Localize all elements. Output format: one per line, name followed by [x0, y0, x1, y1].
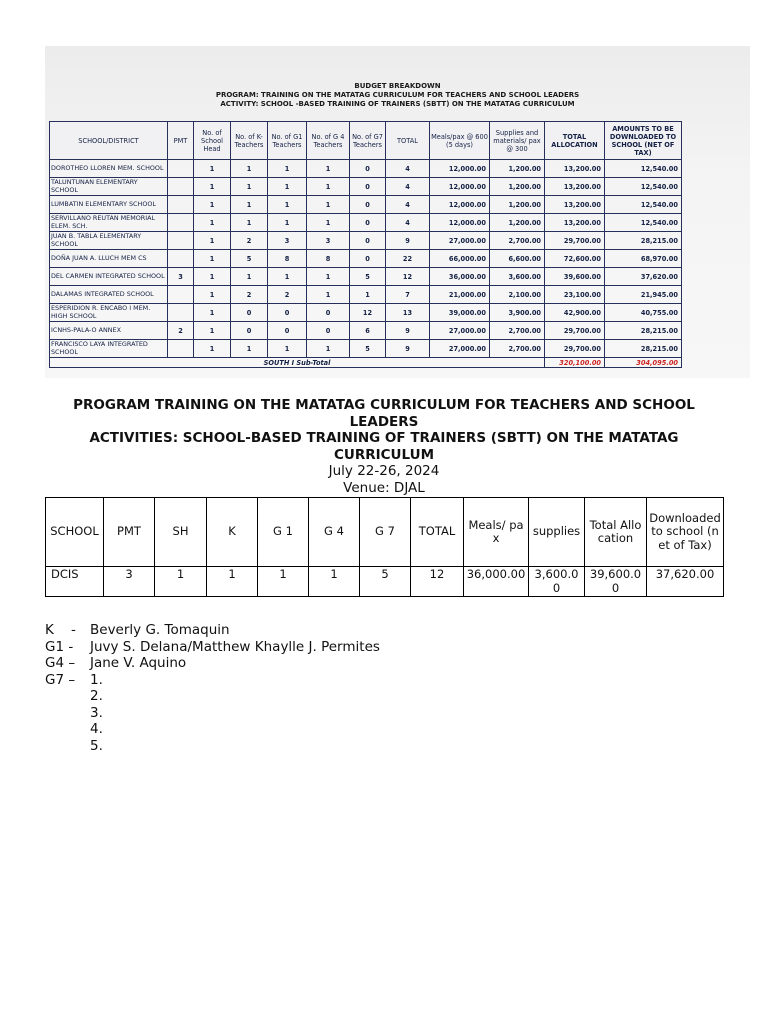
scan-cell: 1 — [268, 214, 307, 232]
header-pmt: PMT — [104, 498, 155, 567]
assignment-value: Jane V. Aquino — [90, 655, 187, 671]
scan-cell: 4 — [386, 178, 430, 196]
scan-cell: 1 — [268, 178, 307, 196]
assignment-label: G1 - — [45, 638, 74, 655]
scan-cell: 27,000.00 — [430, 322, 490, 340]
scan-cell: 12,540.00 — [605, 214, 682, 232]
scan-table-row — [50, 250, 682, 268]
scan-header-cell: No. of G 4 Teachers — [307, 122, 350, 160]
cell-school: DCIS — [46, 567, 104, 597]
scan-cell: 6,600.00 — [490, 250, 545, 268]
scan-cell: TALUNTUNAN ELEMENTARY SCHOOL — [50, 178, 168, 196]
scan-cell: 8 — [268, 250, 307, 268]
scan-header-row — [50, 122, 682, 160]
scan-cell: 1 — [307, 340, 350, 358]
scan-cell: 0 — [231, 322, 268, 340]
scan-cell: 37,620.00 — [605, 268, 682, 286]
scan-cell: DOÑA JUAN A. LLUCH MEM CS — [50, 250, 168, 268]
scan-cell: 72,600.00 — [545, 250, 605, 268]
scan-header-cell: Meals/pax @ 600 (5 days) — [430, 122, 490, 160]
scan-cell: 39,000.00 — [430, 304, 490, 322]
cell-sh: 1 — [155, 567, 207, 597]
header-k: K — [207, 498, 258, 567]
scan-cell: 1 — [231, 214, 268, 232]
dcis-allocation-table — [45, 497, 724, 597]
cell-g7: 5 — [360, 567, 411, 597]
scan-cell — [168, 304, 194, 322]
scan-cell: 2 — [231, 232, 268, 250]
document-heading — [45, 397, 723, 496]
scan-cell: 1 — [194, 214, 231, 232]
scan-cell: 29,700.00 — [545, 232, 605, 250]
scan-cell: 12,540.00 — [605, 160, 682, 178]
cell-pmt: 3 — [104, 567, 155, 597]
scan-activity: ACTIVITY: SCHOOL -BASED TRAINING OF TRAINERS (SBTT) ON THE MATATAG CURRICULUM — [220, 100, 575, 108]
scan-cell: DEL CARMEN INTEGRATED SCHOOL — [50, 268, 168, 286]
scan-cell: 40,755.00 — [605, 304, 682, 322]
assignment-row — [45, 672, 380, 689]
scan-cell: 1 — [307, 196, 350, 214]
scan-cell: 1,200.00 — [490, 160, 545, 178]
assignment-row — [45, 655, 380, 672]
scan-cell: 9 — [386, 340, 430, 358]
scan-cell: 3,900.00 — [490, 304, 545, 322]
scan-cell: 2 — [231, 286, 268, 304]
cell-downloaded: 37,620.00 — [647, 567, 724, 597]
scan-cell: 12 — [386, 268, 430, 286]
scan-cell: 3 — [168, 268, 194, 286]
scan-cell: 12,000.00 — [430, 160, 490, 178]
scan-cell: 1 — [231, 268, 268, 286]
assignment-label — [45, 721, 90, 738]
scan-header-cell: No. of School Head — [194, 122, 231, 160]
scan-cell: 2 — [168, 322, 194, 340]
scan-cell: 21,945.00 — [605, 286, 682, 304]
scan-cell: 1 — [194, 232, 231, 250]
scan-cell: 8 — [307, 250, 350, 268]
scan-cell: 21,000.00 — [430, 286, 490, 304]
scan-header-cell: SCHOOL/DISTRICT — [50, 122, 168, 160]
scan-program: PROGRAM: TRAINING ON THE MATATAG CURRICULUM FOR TEACHERS AND SCHOOL LEADERS — [215, 91, 580, 99]
scan-cell: 29,700.00 — [545, 322, 605, 340]
scan-cell: ICNHS-PALA-O ANNEX — [50, 322, 168, 340]
scan-cell: 1 — [268, 160, 307, 178]
scan-cell: 5 — [350, 268, 386, 286]
scan-cell: 27,000.00 — [430, 340, 490, 358]
scan-cell: 1 — [231, 160, 268, 178]
scan-header-cell: No. of G1 Teachers — [268, 122, 307, 160]
scan-cell: 1 — [268, 340, 307, 358]
scan-cell: 12,540.00 — [605, 196, 682, 214]
date-line: July 22-26, 2024 — [328, 463, 440, 479]
scan-header-cell: No. of K-Teachers — [231, 122, 268, 160]
scan-cell: 22 — [386, 250, 430, 268]
assignment-label: G7 – — [45, 671, 76, 688]
scan-table-row — [50, 160, 682, 178]
scan-cell: 13,200.00 — [545, 178, 605, 196]
scan-cell: SERVILLANO REUTAN MEMORIAL ELEM. SCH. — [50, 214, 168, 232]
assignment-row — [45, 705, 380, 722]
scan-cell: 1 — [194, 322, 231, 340]
scan-cell: 23,100.00 — [545, 286, 605, 304]
assignment-row — [45, 688, 380, 705]
scan-table-row — [50, 268, 682, 286]
scan-subtotal-row — [50, 358, 682, 368]
scan-cell: 13,200.00 — [545, 214, 605, 232]
assignment-row — [45, 639, 380, 656]
assignment-label — [45, 738, 90, 755]
scan-cell: 12 — [350, 304, 386, 322]
header-g1: G 1 — [258, 498, 309, 567]
scan-cell: 12,000.00 — [430, 214, 490, 232]
scan-cell: 13 — [386, 304, 430, 322]
assignment-row — [45, 738, 380, 755]
cell-k: 1 — [207, 567, 258, 597]
header-g7: G 7 — [360, 498, 411, 567]
scan-cell: DALAMAS INTEGRATED SCHOOL — [50, 286, 168, 304]
scan-cell: JUAN B. TABLA ELEMENTARY SCHOOL — [50, 232, 168, 250]
scan-cell: LUMBATIN ELEMENTARY SCHOOL — [50, 196, 168, 214]
scan-cell — [168, 250, 194, 268]
scan-cell: 2,100.00 — [490, 286, 545, 304]
scan-subtotal-allocation: 320,100.00 — [545, 358, 605, 368]
header-supplies: supplies — [529, 498, 585, 567]
scan-cell: 7 — [386, 286, 430, 304]
scan-table-body — [50, 160, 682, 358]
scan-cell: 5 — [350, 340, 386, 358]
scan-header-cell: TOTAL — [386, 122, 430, 160]
table-row — [46, 567, 724, 597]
scan-cell: 0 — [350, 214, 386, 232]
scan-cell: 13,200.00 — [545, 160, 605, 178]
scan-table-row — [50, 322, 682, 340]
scan-cell: 9 — [386, 322, 430, 340]
scan-cell: 1 — [268, 196, 307, 214]
scan-cell: 42,900.00 — [545, 304, 605, 322]
scan-cell — [168, 214, 194, 232]
scan-budget-table — [49, 121, 682, 368]
cell-g1: 1 — [258, 567, 309, 597]
scan-cell: 1 — [231, 340, 268, 358]
scan-cell: 29,700.00 — [545, 340, 605, 358]
scan-cell: 0 — [268, 322, 307, 340]
scan-cell: 28,215.00 — [605, 322, 682, 340]
scan-cell: 0 — [350, 160, 386, 178]
cell-supplies: 3,600.00 — [529, 567, 585, 597]
assignment-row — [45, 622, 380, 639]
scan-header-cell: TOTAL ALLOCATION — [545, 122, 605, 160]
scan-cell: 12,000.00 — [430, 196, 490, 214]
scan-cell: 28,215.00 — [605, 340, 682, 358]
scan-title: BUDGET BREAKDOWN — [354, 82, 441, 90]
scan-cell: 1 — [350, 286, 386, 304]
scan-cell: 1 — [194, 178, 231, 196]
scan-cell: 36,000.00 — [430, 268, 490, 286]
scan-cell: 0 — [350, 178, 386, 196]
scan-header-cell: Supplies and materials/ pax @ 300 — [490, 122, 545, 160]
scan-cell: 1 — [231, 178, 268, 196]
scan-table-row — [50, 196, 682, 214]
scan-cell: 4 — [386, 196, 430, 214]
scan-cell: 1 — [307, 286, 350, 304]
scan-table-row — [50, 232, 682, 250]
header-meals: Meals/ pax — [464, 498, 529, 567]
scan-cell: 5 — [231, 250, 268, 268]
scan-cell: ESPERIDION R. ENCABO I MEM. HIGH SCHOOL — [50, 304, 168, 322]
assignment-value: 4. — [90, 721, 103, 737]
assignment-label: G4 – — [45, 655, 76, 671]
scan-cell: 1 — [307, 268, 350, 286]
scan-cell: 2,700.00 — [490, 322, 545, 340]
scan-cell: 1 — [194, 250, 231, 268]
assignment-label — [45, 705, 90, 722]
scanned-budget-image — [45, 46, 750, 378]
scan-cell: 0 — [231, 304, 268, 322]
scan-cell: 1,200.00 — [490, 178, 545, 196]
scan-table-row — [50, 178, 682, 196]
scan-cell: 1 — [194, 268, 231, 286]
scan-cell: 2,700.00 — [490, 340, 545, 358]
scan-cell: 1 — [307, 178, 350, 196]
assignment-value: Beverly G. Tomaquin — [90, 622, 230, 638]
header-total: TOTAL — [411, 498, 464, 567]
scan-cell: 3 — [268, 232, 307, 250]
scan-cell: 28,215.00 — [605, 232, 682, 250]
scan-cell: 6 — [350, 322, 386, 340]
table-header-row — [46, 498, 724, 567]
scan-cell: 3 — [307, 232, 350, 250]
header-school: SCHOOL — [46, 498, 104, 567]
scan-cell: 2 — [268, 286, 307, 304]
scan-cell: 1,200.00 — [490, 214, 545, 232]
teacher-assignments — [45, 622, 380, 754]
assignment-value: Juvy S. Delana/Matthew Khaylle J. Permites — [90, 638, 380, 655]
program-title: PROGRAM TRAINING ON THE MATATAG CURRICULUM FOR TEACHERS AND SCHOOL LEADERS — [73, 397, 695, 430]
scan-cell: 13,200.00 — [545, 196, 605, 214]
scan-cell: 1 — [194, 196, 231, 214]
scan-cell: 0 — [350, 250, 386, 268]
scan-cell: 0 — [350, 232, 386, 250]
scan-cell: 9 — [386, 232, 430, 250]
scan-cell: 1 — [194, 340, 231, 358]
scan-cell: 4 — [386, 160, 430, 178]
scan-cell: 1 — [307, 160, 350, 178]
scan-cell: 1 — [194, 304, 231, 322]
assignment-value: 1. — [90, 671, 103, 688]
cell-total-allocation: 39,600.00 — [585, 567, 647, 597]
scan-cell: 66,000.00 — [430, 250, 490, 268]
assignment-value: 3. — [90, 704, 103, 721]
header-downloaded: Downloaded to school (net of Tax) — [647, 498, 724, 567]
scan-cell — [168, 160, 194, 178]
scan-cell: 4 — [386, 214, 430, 232]
scan-cell: 1 — [268, 268, 307, 286]
scan-subtotal-download: 304,095.00 — [605, 358, 682, 368]
scan-cell: 2,700.00 — [490, 232, 545, 250]
header-total-allocation: Total Allocation — [585, 498, 647, 567]
scan-cell: 12,000.00 — [430, 178, 490, 196]
cell-meals: 36,000.00 — [464, 567, 529, 597]
activities-title: ACTIVITIES: SCHOOL-BASED TRAINING OF TRAINERS (SBTT) ON THE MATATAG CURRICULUM — [89, 430, 679, 463]
scan-cell — [168, 196, 194, 214]
venue-line: Venue: DJAL — [343, 479, 425, 496]
scan-cell: DOROTHEO LLOREN MEM. SCHOOL — [50, 160, 168, 178]
scan-table-row — [50, 304, 682, 322]
scan-cell — [168, 286, 194, 304]
scan-header-cell: AMOUNTS TO BE DOWNLOADED TO SCHOOL (NET OF TAX) — [605, 122, 682, 160]
scan-cell: 3,600.00 — [490, 268, 545, 286]
scan-cell: 0 — [268, 304, 307, 322]
scan-cell: 1 — [194, 286, 231, 304]
header-g4: G 4 — [309, 498, 360, 567]
scan-cell: 1 — [194, 160, 231, 178]
scan-subtotal-label: SOUTH I Sub-Total — [50, 358, 545, 368]
scan-cell: 68,970.00 — [605, 250, 682, 268]
scan-cell: FRANCISCO LAYA INTEGRATED SCHOOL — [50, 340, 168, 358]
scan-header-cell: PMT — [168, 122, 194, 160]
assignment-label: K - — [45, 622, 76, 638]
assignment-row — [45, 721, 380, 738]
scan-cell — [168, 178, 194, 196]
scan-cell: 27,000.00 — [430, 232, 490, 250]
assignment-value: 2. — [90, 688, 103, 704]
scan-cell: 0 — [350, 196, 386, 214]
cell-total: 12 — [411, 567, 464, 597]
scan-cell: 39,600.00 — [545, 268, 605, 286]
scan-cell: 1 — [307, 214, 350, 232]
scan-table-row — [50, 286, 682, 304]
scan-table-row — [50, 340, 682, 358]
scan-header-cell: No. of G7 Teachers — [350, 122, 386, 160]
scan-cell — [168, 340, 194, 358]
scan-cell — [168, 232, 194, 250]
scan-cell: 1,200.00 — [490, 196, 545, 214]
scan-cell: 1 — [231, 196, 268, 214]
assignment-value: 5. — [90, 737, 103, 754]
scan-cell: 0 — [307, 322, 350, 340]
assignment-label — [45, 688, 90, 705]
cell-g4: 1 — [309, 567, 360, 597]
scan-cell: 12,540.00 — [605, 178, 682, 196]
header-sh: SH — [155, 498, 207, 567]
scan-table-row — [50, 214, 682, 232]
scan-cell: 0 — [307, 304, 350, 322]
